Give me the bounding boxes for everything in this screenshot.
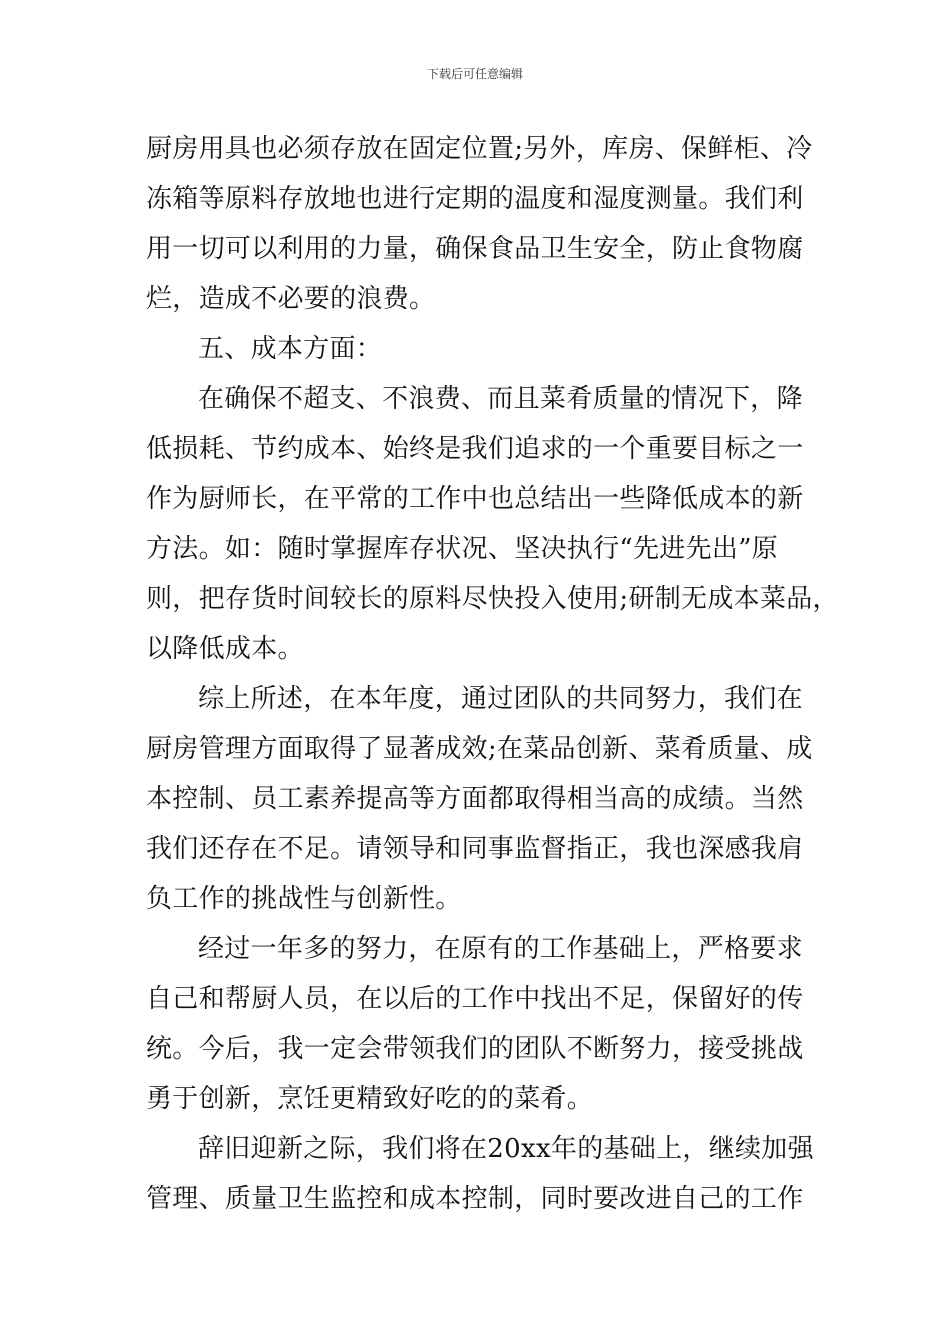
text-line: 辞旧迎新之际，我们将在20xx年的基础上，继续加强 <box>198 1134 814 1164</box>
page-header: 下载后可任意编辑 <box>426 67 523 81</box>
text-line: 本控制、员工素养提高等方面都取得相当高的成绩。当然 <box>146 784 804 814</box>
section-heading: 五、成本方面： <box>198 334 383 364</box>
text-line: 以降低成本。 <box>146 634 304 664</box>
text-line: 在确保不超支、不浪费、而且菜肴质量的情况下，降 <box>198 384 803 414</box>
text-line: 用一切可以利用的力量，确保食品卫生安全，防止食物腐 <box>146 234 804 264</box>
text-line: 低损耗、节约成本、始终是我们追求的一个重要目标之一 <box>146 434 804 464</box>
text-line: 厨房用具也必须存放在固定位置;另外，库房、保鲜柜、冷 <box>146 134 813 164</box>
text-line: 作为厨师长，在平常的工作中也总结出一些降低成本的新 <box>146 484 804 514</box>
text-line: 自己和帮厨人员，在以后的工作中找出不足，保留好的传 <box>146 984 804 1014</box>
text-line: 方法。如：随时掌握库存状况、坚决执行“先进先出”原 <box>146 534 779 564</box>
text-line: 综上所述，在本年度，通过团队的共同努力，我们在 <box>198 684 803 714</box>
text-line: 烂，造成不必要的浪费。 <box>146 284 436 314</box>
text-line: 管理、质量卫生监控和成本控制，同时要改进自己的工作 <box>146 1184 804 1214</box>
text-line: 勇于创新，烹饪更精致好吃的的菜肴。 <box>146 1084 594 1114</box>
text-line: 冻箱等原料存放地也进行定期的温度和湿度测量。我们利 <box>146 184 804 214</box>
text-line: 我们还存在不足。请领导和同事监督指正，我也深感我肩 <box>146 834 804 864</box>
text-line: 负工作的挑战性与创新性。 <box>146 884 462 914</box>
text-line: 经过一年多的努力，在原有的工作基础上，严格要求 <box>198 934 803 964</box>
text-line: 统。今后，我一定会带领我们的团队不断努力，接受挑战 <box>146 1034 804 1064</box>
document-body <box>146 124 839 1224</box>
text-line: 则，把存货时间较长的原料尽快投入使用;研制无成本菜品， <box>146 584 839 614</box>
text-line: 厨房管理方面取得了显著成效;在菜品创新、菜肴质量、成 <box>146 734 813 764</box>
